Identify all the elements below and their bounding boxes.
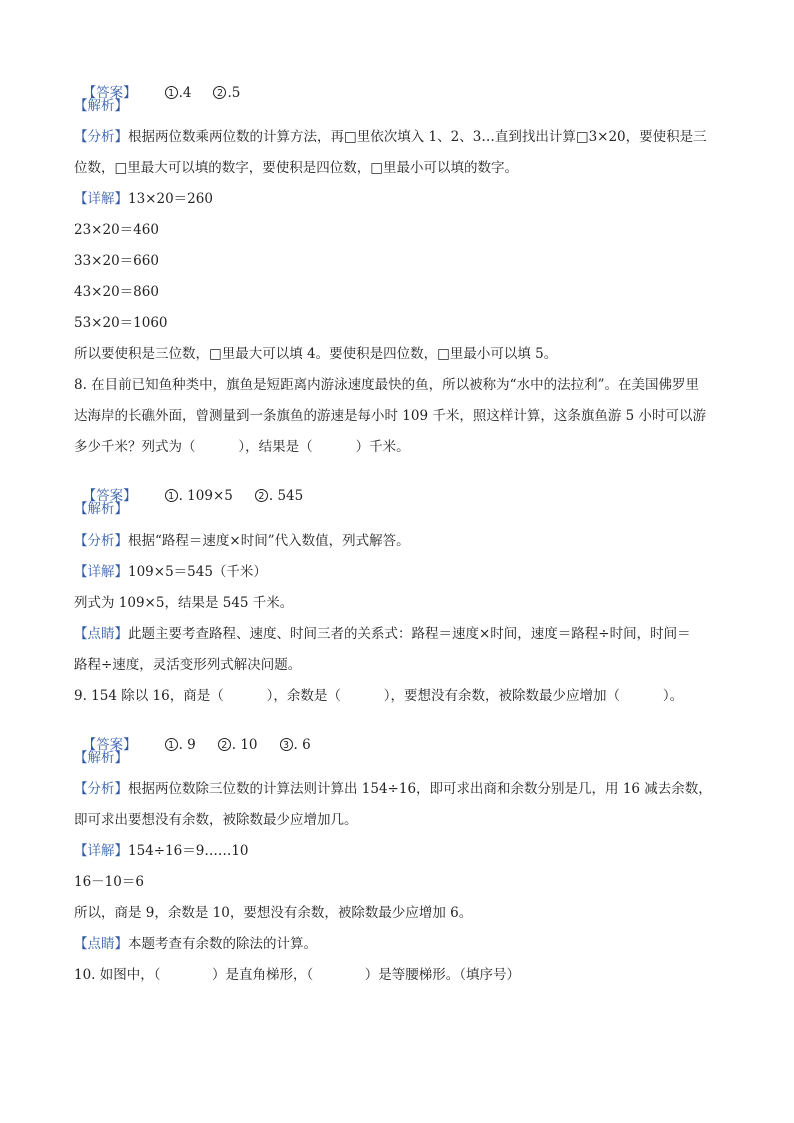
answer-tag: 【答案】 xyxy=(82,85,137,101)
comment-paragraph xyxy=(74,625,691,643)
circled-number: 2 xyxy=(218,738,231,751)
conclusion-text: 列式为 109×5，结果是 545 千米。 xyxy=(74,595,294,611)
answer-value: . 6 xyxy=(293,737,311,753)
question-9-line: 9. 154 除以 16，商是（ ），余数是（ ），要想没有余数，被除数最少应增加（ ）。 xyxy=(74,688,684,704)
calc-line: 13×20＝260 xyxy=(128,191,213,207)
analysis-text: 根据两位数除三位数的计算法则计算出 154÷16，即可求出商和余数分别是几，用 16 减去余数， xyxy=(128,781,712,797)
comment-text: 本题考查有余数的除法的计算。 xyxy=(128,936,317,952)
calc-line: 33×20＝660 xyxy=(74,253,159,269)
answer-value: .4 xyxy=(178,85,192,101)
analysis-text: 根据“路程＝速度×时间”代入数值，列式解答。 xyxy=(128,533,410,549)
detail-line xyxy=(74,190,213,208)
calc-line: 53×20＝1060 xyxy=(74,315,168,331)
detail-line xyxy=(74,842,249,860)
comment-tag: 【点睛】 xyxy=(74,936,128,952)
circled-number: 3 xyxy=(280,738,293,751)
answer-value: . 109×5 xyxy=(178,488,233,504)
question-8-line: 达海岸的长礁外面，曾测量到一条旗鱼的游速是每小时 109 千米，照这样计算，这条旗鱼游 5 小时可以游 xyxy=(74,408,707,424)
calc-line: 16－10＝6 xyxy=(74,874,144,890)
comment-tag: 【点睛】 xyxy=(74,626,128,642)
circled-number: 1 xyxy=(165,489,178,502)
analysis-text: 根据两位数乘两位数的计算方法，再□里依次填入 1、2、3…直到找出计算□3×20，要使积是三 xyxy=(128,129,707,145)
analysis-text-cont: 即可求出要想没有余数，被除数最少应增加几。 xyxy=(74,812,358,828)
analysis-paragraph xyxy=(74,128,707,146)
analysis-text-cont: 位数，□里最大可以填的数字，要使积是四位数，□里最小可以填的数字。 xyxy=(74,160,519,176)
analysis-tag: 【分析】 xyxy=(74,533,128,549)
conclusion-text: 所以要使积是三位数，□里最大可以填 4。要使积是四位数，□里最小可以填 5。 xyxy=(74,346,558,362)
question-8-line: 8. 在目前已知鱼种类中，旗鱼是短距离内游泳速度最快的鱼，所以被称为“水中的法拉利”。在美国佛罗里 xyxy=(74,377,699,393)
detail-tag: 【详解】 xyxy=(74,843,128,859)
comment-paragraph xyxy=(74,935,317,953)
answer-value: . 545 xyxy=(268,488,304,504)
calc-line: 154÷16＝9……10 xyxy=(128,843,249,859)
circled-number: 1 xyxy=(165,738,178,751)
comment-text: 此题主要考查路程、速度、时间三者的关系式：路程＝速度×时间，速度＝路程÷时间，时间＝ xyxy=(128,626,691,642)
detail-tag: 【详解】 xyxy=(74,191,128,207)
analysis-heading: 【解析】 xyxy=(74,98,128,114)
analysis-paragraph xyxy=(74,780,712,798)
calc-line: 43×20＝860 xyxy=(74,284,159,300)
detail-line xyxy=(74,563,267,581)
question-8-line: 多少千米？列式为（ ），结果是（ ）千米。 xyxy=(74,439,410,455)
circled-number: 1 xyxy=(165,86,178,99)
circled-number: 2 xyxy=(255,489,268,502)
analysis-tag: 【分析】 xyxy=(74,781,128,797)
analysis-heading: 【解析】 xyxy=(74,750,128,766)
analysis-tag: 【分析】 xyxy=(74,129,128,145)
analysis-heading: 【解析】 xyxy=(74,501,128,517)
detail-tag: 【详解】 xyxy=(74,564,128,580)
answer-value: . 10 xyxy=(231,737,258,753)
answer-value: . 9 xyxy=(178,737,196,753)
conclusion-text: 所以，商是 9，余数是 10，要想没有余数，被除数最少应增加 6。 xyxy=(74,905,473,921)
calc-line: 23×20＝460 xyxy=(74,222,159,238)
circled-number: 2 xyxy=(213,86,226,99)
calc-line: 109×5＝545（千米） xyxy=(128,564,267,580)
analysis-paragraph xyxy=(74,532,410,550)
answer-value: .5 xyxy=(227,85,241,101)
answer-tag: 【答案】 xyxy=(82,737,137,753)
answer-tag: 【答案】 xyxy=(82,488,137,504)
comment-text-cont: 路程÷速度，灵活变形列式解决问题。 xyxy=(74,657,302,673)
question-10-line: 10. 如图中，（ ）是直角梯形，（ ）是等腰梯形。（填序号） xyxy=(74,967,521,983)
